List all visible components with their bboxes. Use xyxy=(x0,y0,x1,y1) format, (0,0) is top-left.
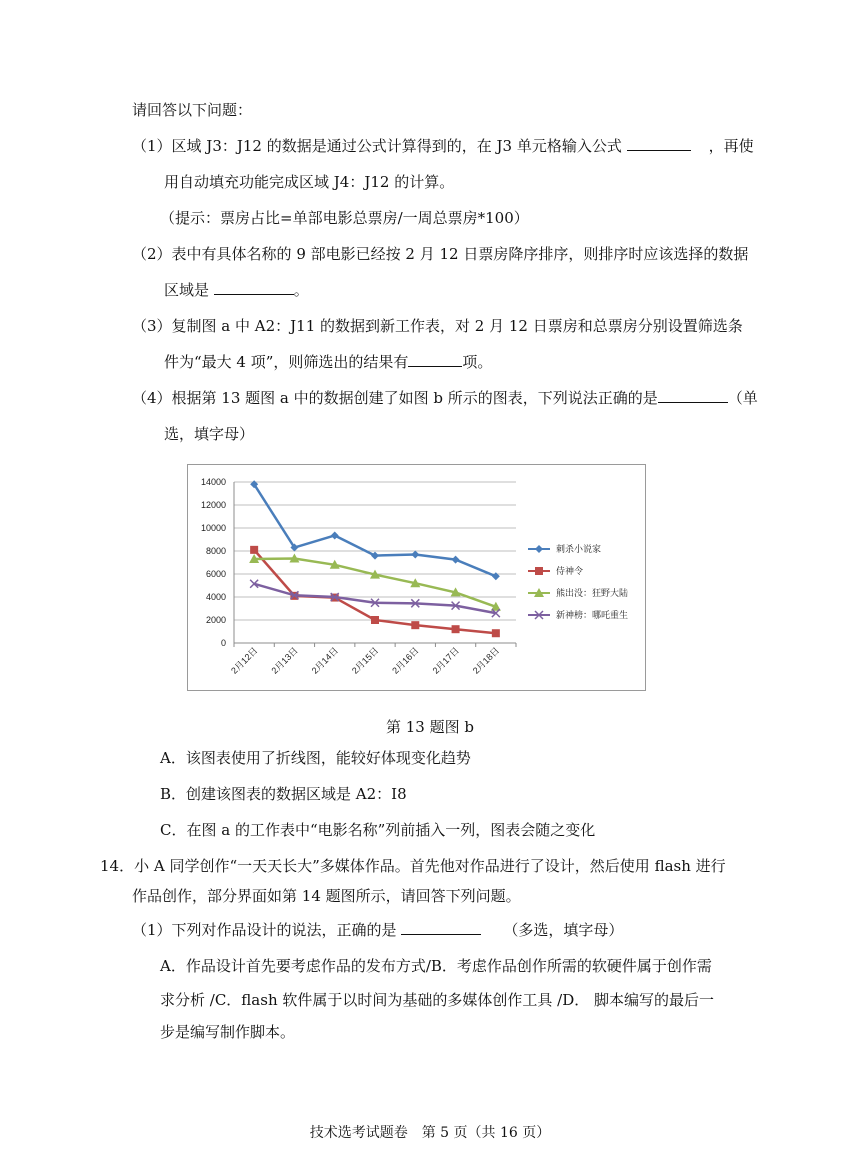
q14-sub1-text-a: （1）下列对作品设计的说法，正确的是 xyxy=(132,921,402,939)
q14-line1: 14．小 A 同学创作“一天天长大”多媒体作品。首先他对作品进行了设计，然后使用 flash 进行 xyxy=(100,857,726,875)
q14-option-line1: A．作品设计首先要考虑作品的发布方式/B．考虑作品创作所需的软硬件属于创作需 xyxy=(160,957,712,975)
x-tick-label: 2月14日 xyxy=(309,645,341,676)
y-tick-label: 8000 xyxy=(205,546,226,556)
q1-answer-blank[interactable] xyxy=(627,136,691,151)
q2-answer-blank[interactable] xyxy=(214,280,294,295)
q14-line2: 作品创作，部分界面如第 14 题图所示，请回答下列问题。 xyxy=(132,887,521,905)
q1-text-a: （1）区域 J3：J12 的数据是通过公式计算得到的，在 J3 单元格输入公式 xyxy=(132,137,627,155)
q3-text-a: 件为“最大 4 项”，则筛选出的结果有 xyxy=(164,353,409,371)
legend-label: 熊出没：狂野大陆 xyxy=(556,589,629,599)
option-a: A．该图表使用了折线图，能较好体现变化趋势 xyxy=(160,749,471,767)
q3-text-b: 项。 xyxy=(462,353,493,371)
q4-text-b: （单 xyxy=(727,389,758,407)
data-point xyxy=(371,552,379,560)
q14-option-line3: 步是编写制作脚本。 xyxy=(160,1023,296,1041)
data-point xyxy=(411,621,419,629)
legend-label: 刺杀小说家 xyxy=(556,545,602,555)
x-tick-label: 2月18日 xyxy=(470,645,502,676)
option-b: B．创建该图表的数据区域是 A2：I8 xyxy=(160,785,407,803)
data-point xyxy=(535,545,543,553)
data-point xyxy=(250,546,258,554)
y-tick-label: 6000 xyxy=(205,569,226,579)
data-point xyxy=(535,567,543,575)
data-point xyxy=(331,531,339,539)
q3-line2 xyxy=(164,352,492,372)
q4-text-a: （4）根据第 13 题图 a 中的数据创建了如图 b 所示的图表，下列说法正确的是 xyxy=(132,389,658,407)
series-line xyxy=(254,558,496,606)
data-point xyxy=(492,629,500,637)
y-tick-label: 14000 xyxy=(200,477,226,487)
chart-svg xyxy=(188,465,645,690)
line-chart xyxy=(187,464,646,691)
intro-text: 请回答以下问题： xyxy=(132,101,253,119)
q2-line1: （2）表中有具体名称的 9 部电影已经按 2 月 12 日票房降序排序，则排序时应该选择的数据 xyxy=(132,245,749,263)
figure-caption: 第 13 题图 b xyxy=(386,718,474,736)
q14-option-line2: 求分析 /C．flash 软件属于以时间为基础的多媒体创作工具 /D． 脚本编写的最后一 xyxy=(160,991,714,1009)
y-tick-label: 2000 xyxy=(205,615,226,625)
q14-answer-blank[interactable] xyxy=(401,920,481,935)
x-tick-label: 2月16日 xyxy=(390,645,421,676)
q1-hint: （提示：票房占比=单部电影总票房/一周总票房*100） xyxy=(160,209,529,227)
q3-line1: （3）复制图 a 中 A2：J11 的数据到新工作表，对 2 月 12 日票房和总票房分别设置筛选条 xyxy=(132,317,743,335)
q4-line1 xyxy=(132,388,758,408)
series-line xyxy=(254,484,496,576)
x-tick-label: 2月13日 xyxy=(269,645,300,676)
data-point xyxy=(411,550,419,558)
q2-line2 xyxy=(164,280,309,300)
y-tick-label: 12000 xyxy=(200,500,226,510)
q2-text-b: 。 xyxy=(293,281,309,299)
q2-text-a: 区域是 xyxy=(164,281,214,299)
x-tick-label: 2月12日 xyxy=(229,645,260,676)
q4-answer-blank[interactable] xyxy=(658,388,728,403)
q3-answer-blank[interactable] xyxy=(408,352,462,367)
x-tick-label: 2月17日 xyxy=(430,645,461,676)
data-point xyxy=(371,616,379,624)
data-point xyxy=(452,556,460,564)
option-c: C．在图 a 的工作表中“电影名称”列前插入一列，图表会随之变化 xyxy=(160,821,596,839)
legend-label: 新神榜：哪吒重生 xyxy=(556,611,629,621)
q14-sub1-text-b: （多选，填字母） xyxy=(503,921,624,939)
y-tick-label: 4000 xyxy=(205,592,226,602)
y-tick-label: 0 xyxy=(220,638,226,648)
q4-line2: 选，填字母） xyxy=(164,425,255,443)
data-point xyxy=(452,625,460,633)
q1-line2: 用自动填充功能完成区域 J4：J12 的计算。 xyxy=(164,173,455,191)
x-tick-label: 2月15日 xyxy=(349,645,381,676)
y-tick-label: 10000 xyxy=(200,523,226,533)
legend-label: 侍神令 xyxy=(556,567,584,577)
page-footer: 技术选考试题卷 第 5 页（共 16 页） xyxy=(309,1125,551,1141)
q14-sub1 xyxy=(132,920,623,940)
q1-line1 xyxy=(132,136,754,156)
q1-text-b: ，再使 xyxy=(708,137,754,155)
